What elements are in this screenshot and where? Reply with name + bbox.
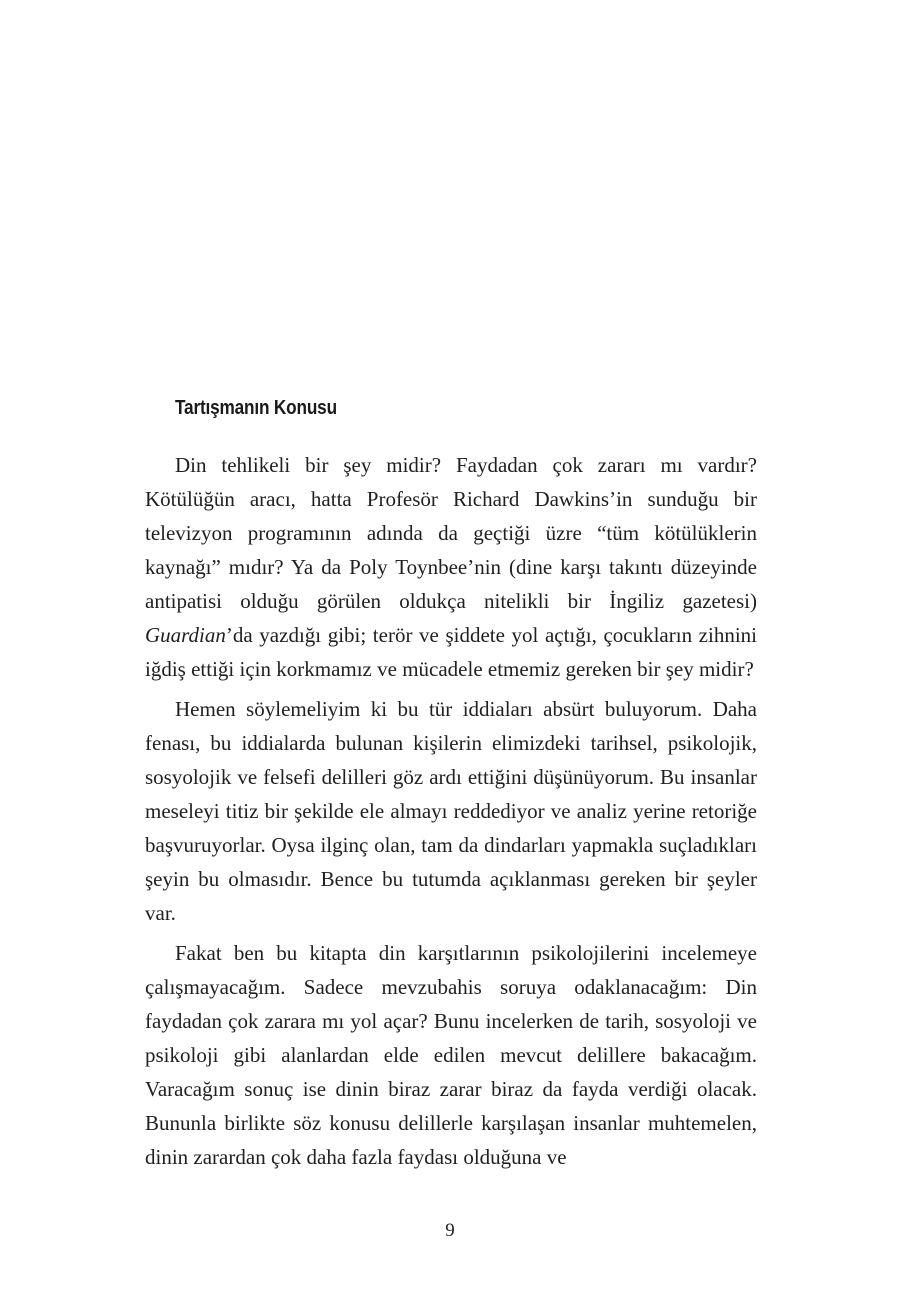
paragraph-2: Hemen söylemeliyim ki bu tür iddiaları absürt buluyorum. Daha fenası, bu iddialarda bulunan kişilerin elimizdeki tarihsel, psikolojik, sosyolojik ve felsefi delilleri göz ardı ettiğini düşünüyorum. Bu insanlar meseleyi titiz bir şekilde ele almayı reddediyor ve analiz yerine retoriğe başvuruyorlar. Oysa ilginç olan, tam da dindarları yapmakla suçladıkları şeyin bu olmasıdır. Bence bu tutumda açıklanması gereken bir şeyler var. — [145, 697, 757, 925]
paragraph-3: Fakat ben bu kitapta din karşıtlarının psikolojilerini incelemeye çalışmayacağım. Sadece mevzubahis soruya odaklanacağım: Din faydadan çok zarara mı yol açar? Bunu incelerken de tarih, sosyoloji ve psikoloji gibi alanlardan elde edilen mevcut delillere bakacağım. Varacağım sonuç ise dinin biraz zarar biraz da fayda verdiği olacak. Bununla birlikte söz konusu delillerle karşılaşan insanlar muhtemelen, dinin zarardan çok daha fazla faydası olduğuna ve — [145, 941, 757, 1169]
body-text — [145, 448, 757, 1180]
page-number: 9 — [445, 1220, 455, 1241]
paragraph-1 — [145, 448, 757, 686]
paragraph-1-text-end: ’da yazdığı gibi; terör ve şiddete yol açtığı, çocukların zihnini iğdiş ettiği için korkmamız ve mücadele etmemiz gereken bir şey midir? — [145, 623, 757, 681]
section-title: Tartışmanın Konusu — [175, 397, 337, 419]
italic-publication-name: Guardian — [145, 623, 226, 647]
paragraph-1-text-start: Din tehlikeli bir şey midir? Faydadan çok zararı mı vardır? Kötülüğün aracı, hatta Profesör Richard Dawkins’in sunduğu bir televizyon programının adında da geçtiği üzre “tüm kötülüklerin kaynağı” mıdır? Ya da Poly Toynbee’nin (dine karşı takıntı düzeyinde antipatisi olduğu görülen oldukça nitelikli bir İngiliz gazetesi) — [145, 453, 757, 613]
